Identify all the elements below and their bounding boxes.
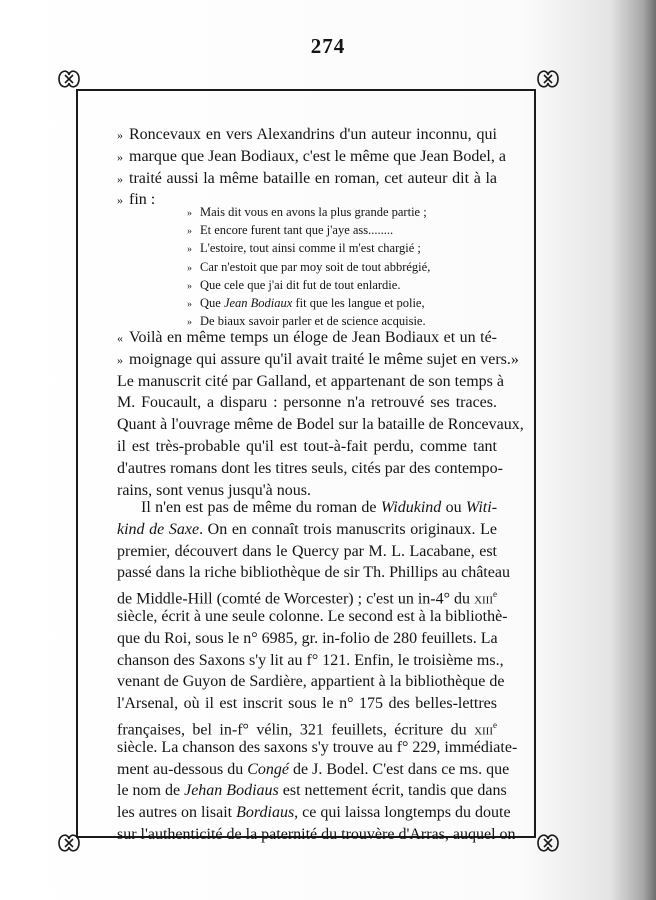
text-line: françaises, bel in-f° vélin, 321 feuillets, écriture du XIIIe: [117, 719, 497, 739]
text-line: » traité aussi la même bataille en roman, cet auteur dit à la: [117, 169, 497, 187]
text-line: les autres on lisait Bordiaus, ce qui laissa longtemps du doute: [117, 804, 511, 822]
text-line: Il n'en est pas de même du roman de Widukind ou Witi-: [141, 499, 498, 516]
corner-ornament-icon: [533, 828, 563, 858]
text-line: siècle, écrit à une seule colonne. Le second est à la bibliothè-: [117, 607, 508, 625]
text-line: il est très-probable qu'il est tout-à-fait perdu, comme tant: [117, 437, 497, 455]
text-line: » fin :: [117, 191, 156, 209]
verse-line: » Mais dit vous en avons la plus grande partie ;: [187, 205, 427, 219]
body-paragraph: [117, 497, 518, 846]
corner-ornament-icon: [54, 828, 84, 858]
verse-line: » Que cele que j'ai dit fut de tout enlardie.: [187, 277, 401, 292]
text-line: premier, découvert dans le Quercy par M. L. Lacabane, est: [117, 542, 497, 560]
page-number: 274: [310, 34, 346, 58]
text-line: rains, sont venus jusqu'à nous.: [117, 481, 311, 499]
verse-line: » Que Jean Bodiaux fit que les langue et polie,: [187, 296, 425, 311]
text-line: sur l'authenticité de la paternité du trouvère d'Arras, auquel on: [117, 825, 516, 843]
text-line: siècle. La chanson des saxons s'y trouve au f° 229, immédiate-: [117, 738, 518, 756]
text-line: Le manuscrit cité par Galland, et appartenant de son temps à: [117, 372, 504, 390]
verse-line: » L'estoire, tout ainsi comme il m'est chargié ;: [187, 241, 421, 256]
text-line: ment au-dessous du Congé de J. Bodel. C'est dans ce ms. que: [117, 760, 510, 778]
text-line: » moignage qui assure qu'il avait traité le même sujet en vers.»: [117, 350, 519, 368]
body-paragraph: [117, 327, 524, 501]
text-line: d'autres romans dont les titres seuls, cités par des contempo-: [117, 459, 503, 477]
text-line: M. Foucault, a disparu : personne n'a retrouvé ses traces.: [117, 394, 497, 412]
text-line: venant de Guyon de Sardière, appartient à la bibliothèque de: [117, 673, 505, 691]
text-line: Quant à l'ouvrage même de Bodel sur la bataille de Roncevaux,: [117, 416, 524, 434]
text-line: le nom de Jehan Bodiaus est nettement écrit, tandis que dans: [117, 782, 507, 800]
corner-ornament-icon: [54, 64, 84, 94]
text-line: « Voilà en même temps un éloge de Jean Bodiaux et un té-: [117, 329, 497, 346]
text-line: » marque que Jean Bodiaux, c'est le même que Jean Bodel, a: [117, 147, 506, 165]
quote-paragraph: [117, 124, 506, 211]
text-line: de Middle-Hill (comté de Worcester) ; c'est un in-4° du XIIIe: [117, 589, 497, 608]
text-line: passé dans la riche bibliothèque de sir Th. Phillips au château: [117, 564, 510, 582]
text-line: kind de Saxe. On en connaît trois manuscrits originaux. Le: [117, 520, 497, 538]
corner-ornament-icon: [533, 64, 563, 94]
text-line: » Roncevaux en vers Alexandrins d'un auteur inconnu, qui: [117, 126, 497, 143]
verse-line: » Et encore furent tant que j'aye ass........: [187, 223, 394, 238]
verse-line: » De biaux savoir parler et de science acquisie.: [187, 314, 426, 329]
text-line: que du Roi, sous le n° 6985, gr. in-folio de 280 feuillets. La: [117, 629, 498, 647]
verse-quotation: [187, 204, 430, 331]
text-line: chanson des Saxons s'y lit au f° 121. Enfin, le troisième ms.,: [117, 651, 504, 669]
text-line: l'Arsenal, où il est inscrit sous le n° 175 des belles-lettres: [117, 695, 497, 713]
verse-line: » Car n'estoit que par moy soit de tout abbrégié,: [187, 259, 431, 274]
